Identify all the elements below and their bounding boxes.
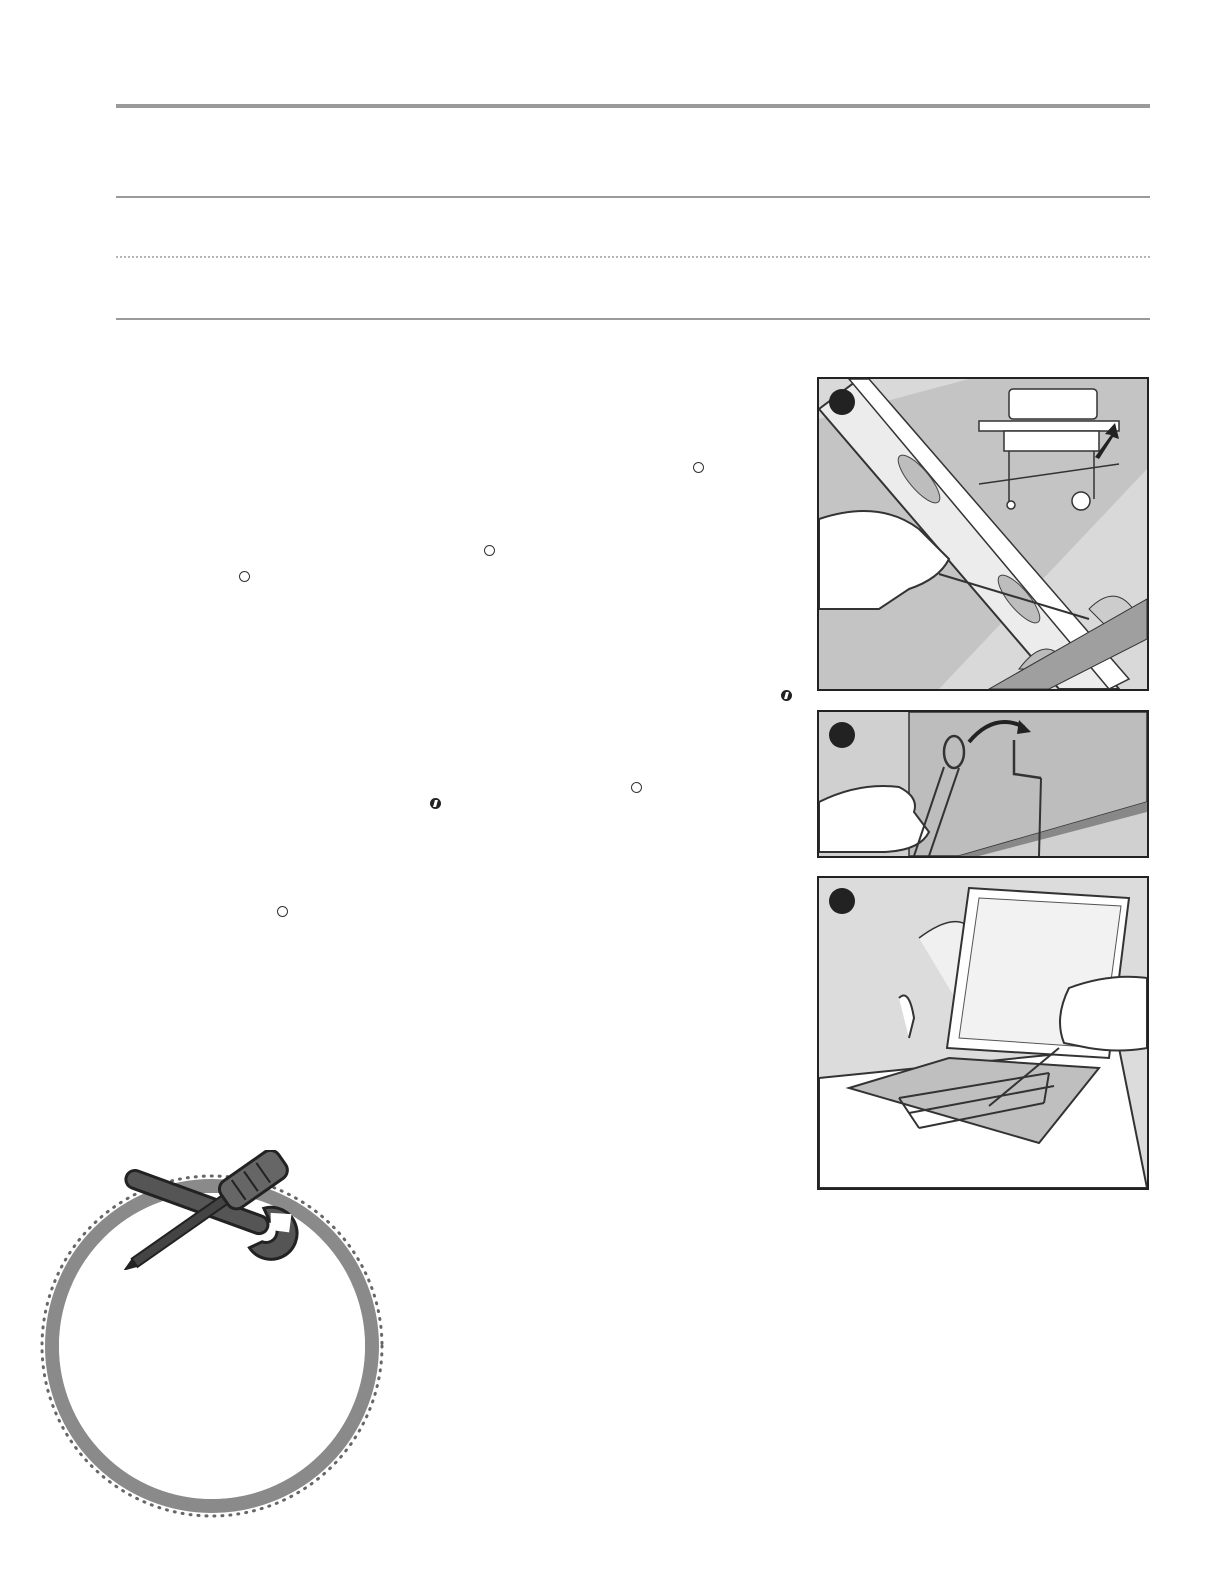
dotted-divider	[116, 256, 1150, 258]
wire-hook-illustration	[817, 710, 1149, 858]
reference-marker	[484, 545, 495, 556]
warning-marker	[430, 798, 441, 809]
step-badge	[829, 722, 855, 748]
step-badge	[829, 888, 855, 914]
reference-marker	[277, 906, 288, 917]
side-burner-cleaning-illustration	[817, 876, 1149, 1190]
warning-marker	[781, 690, 792, 701]
header-rule-thick	[116, 104, 1150, 108]
reference-marker	[631, 782, 642, 793]
section-rule	[116, 318, 1150, 320]
screwdriver-wrench-icon	[110, 1150, 310, 1270]
header-rule	[116, 196, 1150, 198]
step-badge	[829, 389, 855, 415]
reference-marker	[693, 462, 704, 473]
grill-burner-cleaning-illustration	[817, 377, 1149, 691]
reference-marker	[239, 571, 250, 582]
